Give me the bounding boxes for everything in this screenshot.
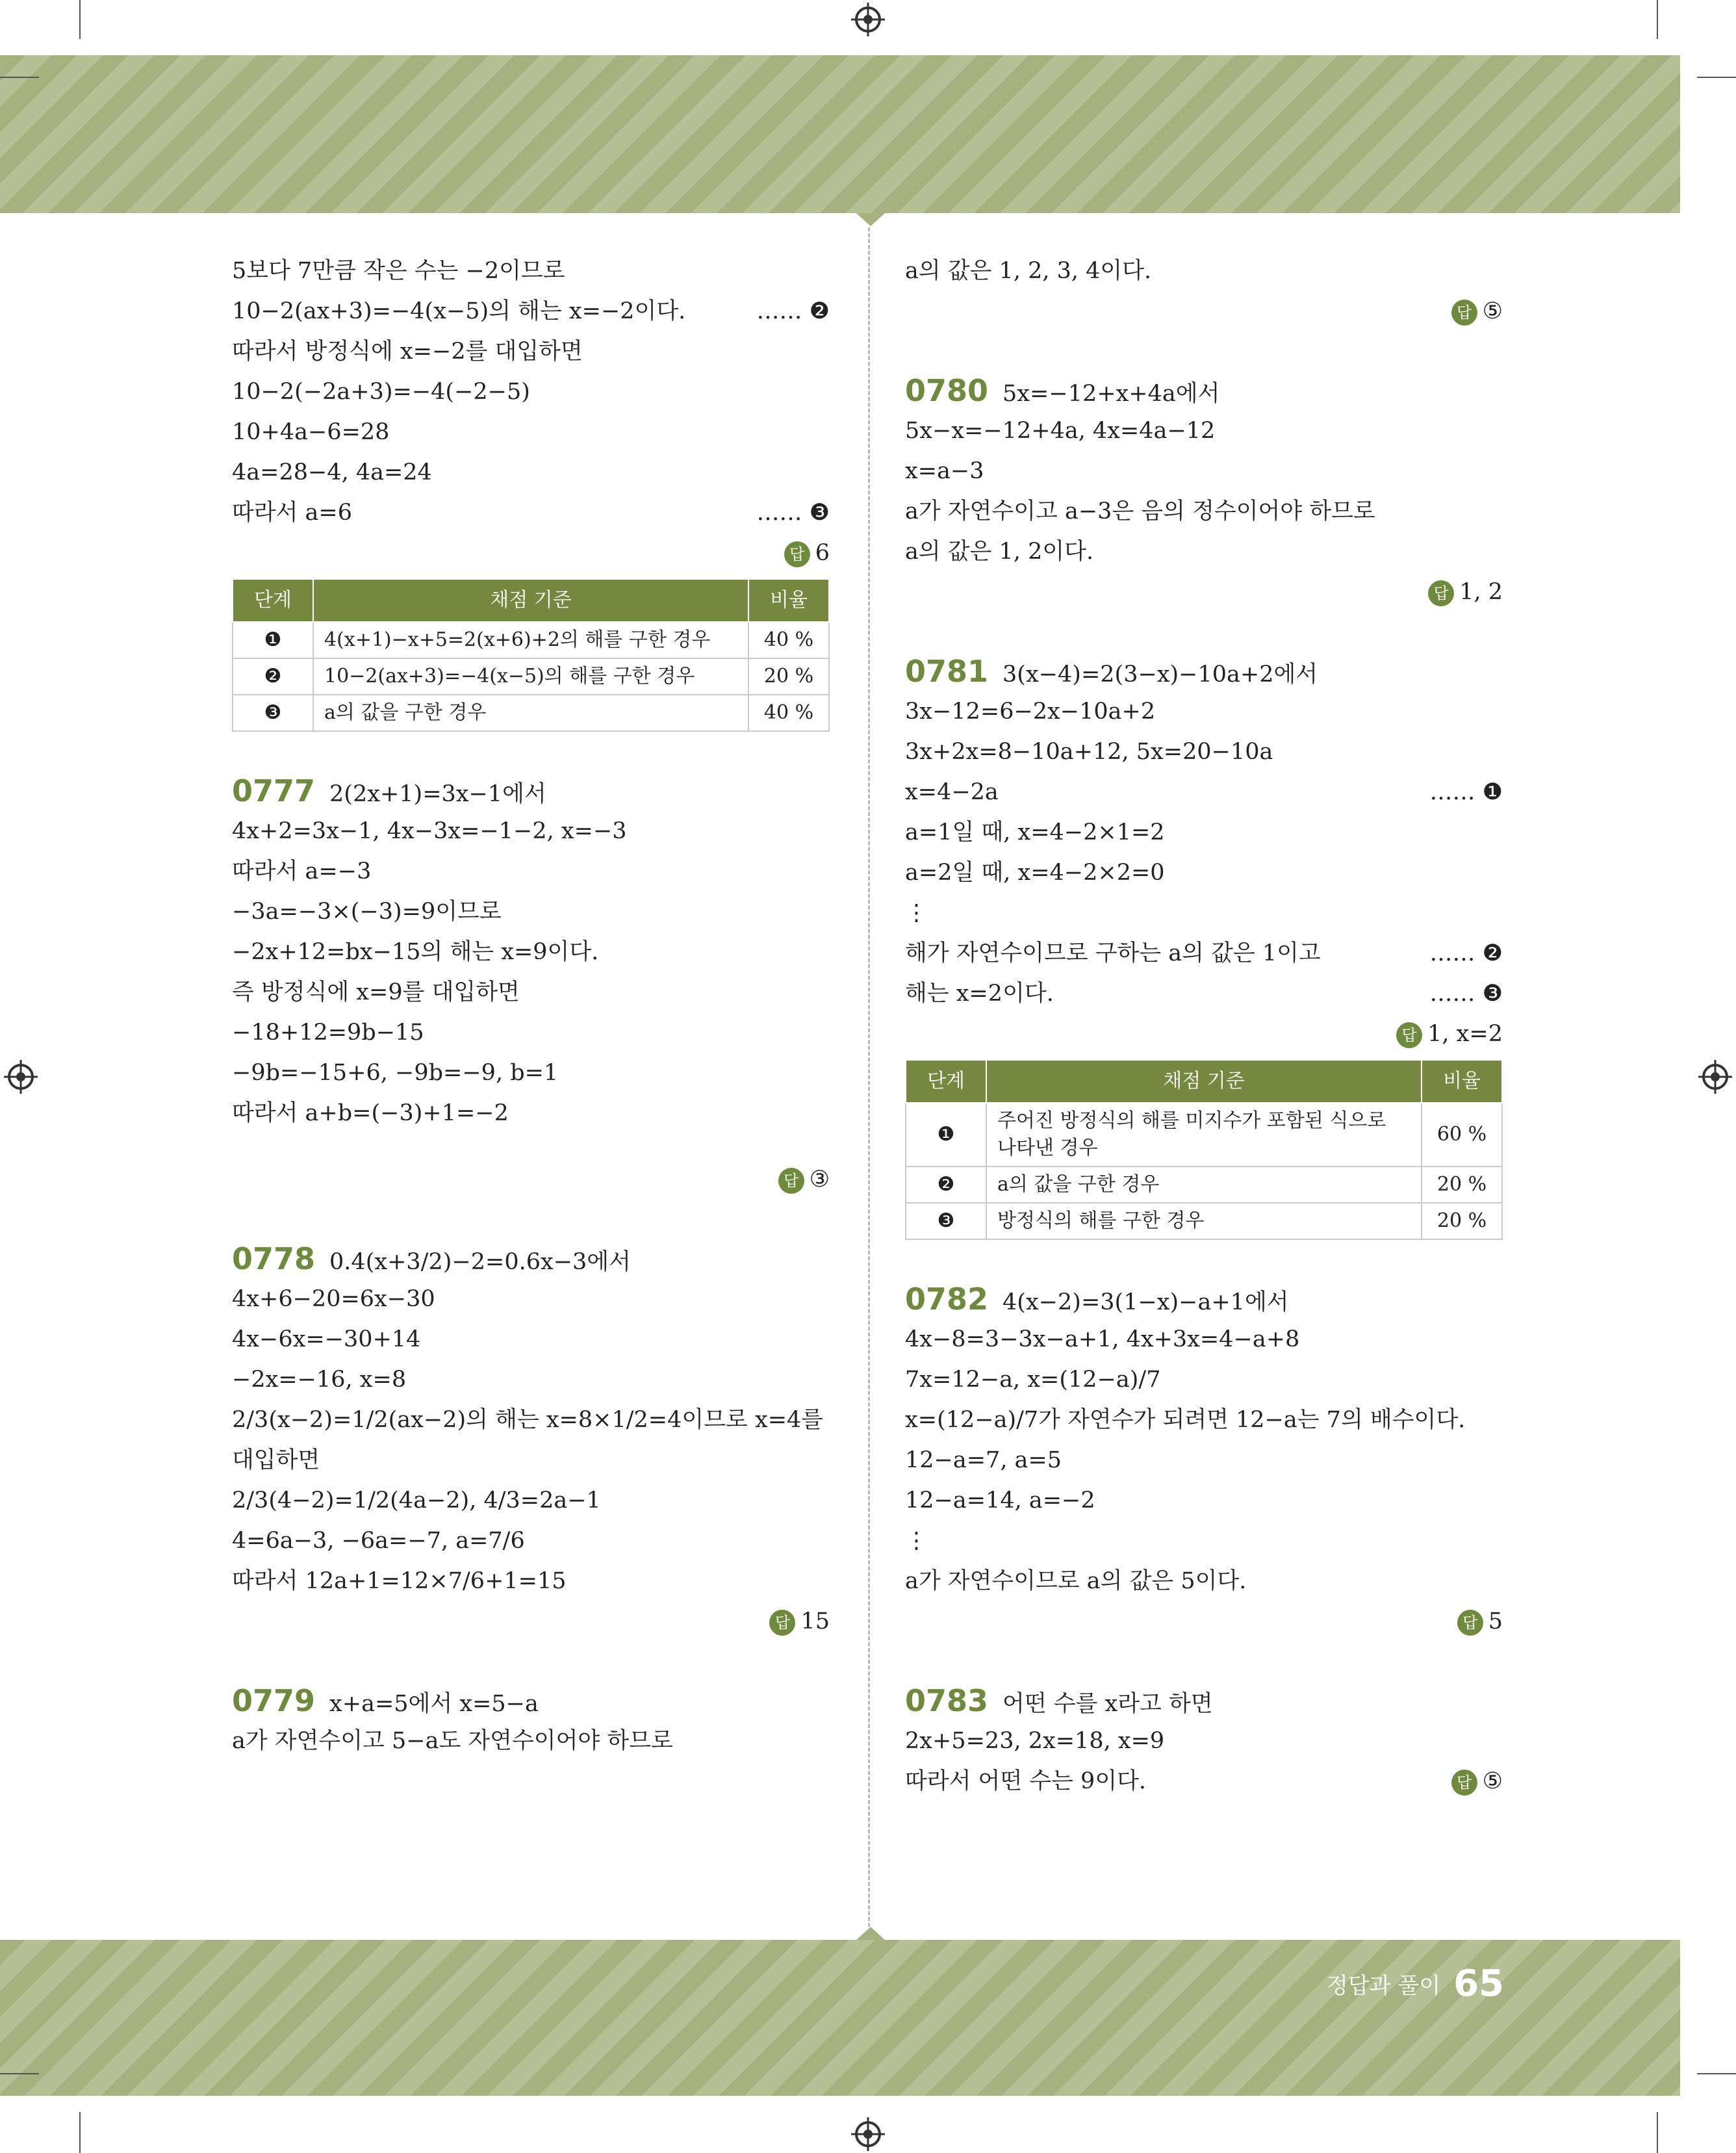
line-text: 따라서 어떤 수는 9이다. — [905, 1768, 1147, 1794]
answer-badge: 답 — [1428, 580, 1454, 606]
answer-badge: 답 — [769, 1610, 795, 1636]
line-text: 12−a=7, a=5 — [905, 1447, 1062, 1473]
solution-line — [232, 291, 830, 331]
registration-mark-icon — [1702, 1064, 1728, 1090]
line-text: 3x+2x=8−10a+12, 5x=20−10a — [905, 739, 1273, 765]
problem-first-line: 0.4(x+3/2)−2=0.6x−3에서 — [329, 1249, 631, 1275]
solution-line — [232, 1400, 830, 1440]
line-text: 4x+6−20=6x−30 — [232, 1286, 435, 1312]
solution-line — [905, 691, 1503, 732]
solution-line — [905, 1521, 1503, 1561]
solution-line — [905, 411, 1503, 451]
table-cell-criterion: 방정식의 해를 구한 경우 — [986, 1203, 1422, 1239]
line-text: 해는 x=2이다. — [905, 981, 1054, 1007]
answer-row — [905, 1601, 1503, 1642]
answer-badge: 답 — [1396, 1022, 1422, 1048]
problem-0777 — [232, 771, 830, 1200]
solution-line — [905, 1360, 1503, 1400]
line-text: 7x=12−a, x=(12−a)/7 — [905, 1367, 1161, 1393]
table-header: 비율 — [1422, 1060, 1502, 1103]
step-marker: …… ❸ — [756, 500, 830, 526]
problem-first-line: 4(x−2)=3(1−x)−a+1에서 — [1002, 1289, 1289, 1315]
solution-line — [232, 331, 830, 372]
table-header: 비율 — [748, 579, 829, 622]
problem-first-line: 3(x−4)=2(3−x)−10a+2에서 — [1002, 662, 1318, 688]
table-row — [906, 1103, 1502, 1167]
crop-mark — [0, 77, 39, 78]
line-text: 대입하면 — [232, 1447, 320, 1473]
header-band — [0, 55, 1680, 213]
answer-row — [905, 572, 1503, 612]
table-row — [233, 622, 829, 658]
problem-0779 — [232, 1681, 830, 1761]
crop-mark — [0, 2073, 39, 2074]
footer-label: 정답과 풀이 — [1327, 1973, 1441, 1999]
solution-line — [232, 372, 830, 412]
solution-line — [905, 1561, 1503, 1601]
solution-line — [232, 1012, 830, 1053]
solution-line — [232, 851, 830, 892]
answer-value: ⑤ — [1482, 1768, 1503, 1794]
page-number: 65 — [1453, 1963, 1504, 2005]
solution-line — [905, 772, 1503, 812]
line-text: 따라서 방정식에 x=−2를 대입하면 — [232, 339, 583, 365]
solution-line — [905, 853, 1503, 893]
answer-row — [905, 291, 1503, 331]
crop-mark — [79, 2112, 81, 2153]
problem-0783 — [905, 1681, 1503, 1801]
right-column — [905, 251, 1503, 1801]
table-cell-ratio: 20 % — [1422, 1167, 1502, 1203]
answer-value: ③ — [809, 1167, 830, 1193]
solution-line — [232, 493, 830, 533]
line-text: 10−2(−2a+3)=−4(−2−5) — [232, 379, 530, 405]
line-text: x=(12−a)/7가 자연수가 되려면 12−a는 7의 배수이다. — [905, 1407, 1466, 1433]
solution-lines — [905, 411, 1503, 572]
table-header: 단계 — [906, 1060, 986, 1103]
solution-line — [232, 972, 830, 1012]
line-text: 5보다 7만큼 작은 수는 −2이므로 — [232, 258, 565, 284]
step-marker-icon: ❸ — [809, 500, 830, 526]
solution-line — [232, 452, 830, 493]
crop-mark — [1697, 77, 1736, 78]
table-cell-step: ❷ — [906, 1167, 986, 1203]
solution-line — [232, 1053, 830, 1093]
line-text: 3x−12=6−2x−10a+2 — [905, 699, 1156, 725]
solution-line — [905, 1440, 1503, 1480]
solution-line — [905, 933, 1503, 973]
line-text: 즉 방정식에 x=9를 대입하면 — [232, 979, 520, 1005]
line-text: −18+12=9b−15 — [232, 1020, 424, 1046]
line-text: 따라서 12a+1=12×7/6+1=15 — [232, 1568, 567, 1594]
table-cell-ratio: 40 % — [748, 695, 829, 731]
line-text: −9b=−15+6, −9b=−9, b=1 — [232, 1060, 559, 1086]
answer-value: 1, 2 — [1459, 579, 1503, 605]
table-cell-ratio: 60 % — [1422, 1103, 1502, 1167]
line-text: −3a=−3×(−3)=9이므로 — [232, 899, 502, 925]
answer-value: 1, x=2 — [1427, 1021, 1503, 1047]
line-text: 4x+2=3x−1, 4x−3x=−1−2, x=−3 — [232, 818, 627, 844]
registration-mark-icon — [8, 1064, 34, 1090]
solution-line — [905, 973, 1503, 1014]
problem-first-line: 2(2x+1)=3x−1에서 — [329, 781, 546, 807]
line-text: 10−2(ax+3)=−4(x−5)의 해는 x=−2이다. — [232, 298, 686, 324]
solution-line — [232, 1440, 830, 1480]
solution-line — [905, 1400, 1503, 1440]
answer-value: 15 — [800, 1608, 830, 1634]
step-marker-icon: ❶ — [1482, 779, 1503, 805]
line-text: x=4−2a — [905, 779, 999, 805]
line-text: 12−a=14, a=−2 — [905, 1488, 1095, 1514]
problem-0778 — [232, 1239, 830, 1642]
problem-first-line: 5x=−12+x+4a에서 — [1002, 381, 1220, 407]
table-cell-ratio: 20 % — [748, 658, 829, 695]
solution-lines — [905, 1319, 1503, 1601]
crop-mark — [1657, 2112, 1658, 2153]
crop-mark — [1697, 2073, 1736, 2074]
step-marker: …… ❸ — [1429, 981, 1503, 1007]
problem-first-line: 어떤 수를 x라고 하면 — [1002, 1691, 1213, 1717]
problem-number: 0782 — [905, 1282, 989, 1317]
table-row — [906, 1167, 1502, 1203]
line-text: 4x−8=3−3x−a+1, 4x+3x=4−a+8 — [905, 1326, 1300, 1352]
answer-value: ⑤ — [1482, 298, 1503, 324]
step-marker-icon: ❸ — [1482, 981, 1503, 1007]
line-text: a가 자연수이고 a−3은 음의 정수이어야 하므로 — [905, 498, 1375, 524]
left-column — [232, 251, 830, 1761]
line-text: 해가 자연수이므로 구하는 a의 값은 1이고 — [905, 940, 1321, 966]
line-text: a=2일 때, x=4−2×2=0 — [905, 860, 1165, 886]
solution-lines — [232, 1721, 830, 1761]
line-text: −2x+12=bx−15의 해는 x=9이다. — [232, 939, 599, 965]
solution-lines — [232, 1279, 830, 1601]
line-text: a의 값은 1, 2이다. — [905, 539, 1094, 565]
solution-line — [905, 532, 1503, 572]
table-cell-step: ❶ — [906, 1103, 986, 1167]
problem-number: 0777 — [232, 773, 316, 808]
solution-lines — [905, 691, 1503, 1014]
answer-badge: 답 — [778, 1168, 804, 1194]
solution-line — [232, 892, 830, 932]
solution-line — [232, 1279, 830, 1319]
line-text: x=a−3 — [905, 458, 984, 484]
line-text: 2/3(4−2)=1/2(4a−2), 4/3=2a−1 — [232, 1488, 601, 1514]
step-marker: …… ❷ — [1429, 940, 1503, 966]
solution-line — [232, 1093, 830, 1133]
problem-number: 0783 — [905, 1683, 989, 1718]
footer-notch — [856, 1927, 885, 1940]
step-marker-icon: ❷ — [1482, 940, 1503, 966]
line-text: a가 자연수이고 5−a도 자연수이어야 하므로 — [232, 1728, 673, 1754]
line-text: 따라서 a=−3 — [232, 858, 372, 884]
problem-0781 — [905, 651, 1503, 1240]
line-text: ⋮ — [905, 1528, 928, 1554]
problem-0780 — [905, 370, 1503, 612]
table-cell-criterion: 주어진 방정식의 해를 미지수가 포함된 식으로 나타낸 경우 — [986, 1103, 1422, 1167]
solution-line — [905, 732, 1503, 772]
step-marker: …… ❷ — [756, 298, 830, 324]
scoring-table — [905, 1059, 1503, 1240]
table-cell-ratio: 20 % — [1422, 1203, 1502, 1239]
answer-value: 5 — [1488, 1608, 1503, 1634]
answer-badge: 답 — [1451, 1770, 1477, 1796]
solution-line — [905, 1721, 1503, 1761]
scoring-table — [232, 578, 830, 732]
table-cell-step: ❸ — [906, 1203, 986, 1239]
solution-line — [232, 251, 830, 291]
table-cell-step: ❸ — [233, 695, 313, 731]
step-marker: …… ❶ — [1429, 779, 1503, 805]
line-text: 2/3(x−2)=1/2(ax−2)의 해는 x=8×1/2=4이므로 x=4를 — [232, 1407, 824, 1433]
answer-badge: 답 — [784, 541, 810, 567]
line-text: 10+4a−6=28 — [232, 419, 390, 445]
table-cell-criterion: 4(x+1)−x+5=2(x+6)+2의 해를 구한 경우 — [313, 622, 748, 658]
solution-0776-continued — [232, 251, 830, 533]
solution-lines — [905, 1721, 1503, 1801]
table-cell-criterion: a의 값을 구한 경우 — [313, 695, 748, 731]
solution-line — [232, 811, 830, 851]
solution-line — [232, 1721, 830, 1761]
line-text: ⋮ — [905, 900, 928, 926]
table-cell-step: ❷ — [233, 658, 313, 695]
answer-value: 6 — [815, 540, 830, 566]
answer-row — [232, 1159, 830, 1200]
step-marker-icon: ❷ — [809, 298, 830, 324]
solution-line — [232, 1360, 830, 1400]
problem-number: 0778 — [232, 1241, 316, 1276]
solution-lines — [232, 811, 830, 1133]
problem-0782 — [905, 1279, 1503, 1642]
page-footer — [1327, 1963, 1504, 2005]
line-text: a가 자연수이므로 a의 값은 5이다. — [905, 1568, 1247, 1594]
table-cell-ratio: 40 % — [748, 622, 829, 658]
header-notch — [856, 213, 885, 226]
table-row — [233, 658, 829, 695]
answer-row — [905, 1014, 1503, 1054]
problem-number: 0780 — [905, 373, 989, 408]
solution-line — [232, 1319, 830, 1360]
answer-row — [232, 533, 830, 573]
line-text: 4=6a−3, −6a=−7, a=7/6 — [232, 1528, 525, 1554]
line-text: a=1일 때, x=4−2×1=2 — [905, 819, 1165, 845]
solution-line — [232, 932, 830, 972]
answer-badge: 답 — [1457, 1610, 1483, 1636]
solution-line — [232, 1561, 830, 1601]
solution-line — [905, 1319, 1503, 1360]
solution-line — [232, 1480, 830, 1521]
table-row — [906, 1203, 1502, 1239]
problem-number: 0781 — [905, 654, 989, 689]
solution-line — [905, 491, 1503, 532]
line-text: 2x+5=23, 2x=18, x=9 — [905, 1728, 1165, 1754]
answer-badge: 답 — [1451, 300, 1477, 326]
solution-line — [905, 812, 1503, 853]
table-cell-criterion: 10−2(ax+3)=−4(x−5)의 해를 구한 경우 — [313, 658, 748, 695]
table-cell-step: ❶ — [233, 622, 313, 658]
solution-line — [905, 1761, 1503, 1801]
line-text: 4x−6x=−30+14 — [232, 1326, 421, 1352]
table-row — [233, 695, 829, 731]
crop-mark — [1657, 0, 1658, 39]
solution-line — [905, 451, 1503, 491]
column-divider — [868, 227, 870, 1927]
solution-line — [905, 1480, 1503, 1521]
registration-mark-icon — [855, 6, 881, 32]
solution-0779-continued: a의 값은 1, 2, 3, 4이다. — [905, 258, 1152, 284]
table-header: 채점 기준 — [313, 579, 748, 622]
line-text: −2x=−16, x=8 — [232, 1367, 407, 1393]
line-text: 5x−x=−12+4a, 4x=4a−12 — [905, 418, 1216, 444]
solution-line — [905, 893, 1503, 933]
problem-first-line: x+a=5에서 x=5−a — [329, 1691, 539, 1717]
line-text: 따라서 a=6 — [232, 500, 353, 526]
table-header: 채점 기준 — [986, 1060, 1422, 1103]
registration-mark-icon — [855, 2121, 881, 2147]
table-cell-criterion: a의 값을 구한 경우 — [986, 1167, 1422, 1203]
solution-line — [232, 412, 830, 452]
solution-line — [232, 1521, 830, 1561]
answer-row — [232, 1601, 830, 1642]
problem-number: 0779 — [232, 1683, 316, 1718]
line-text: 4a=28−4, 4a=24 — [232, 459, 432, 485]
table-header: 단계 — [233, 579, 313, 622]
line-text: 따라서 a+b=(−3)+1=−2 — [232, 1100, 509, 1126]
crop-mark — [79, 0, 81, 39]
